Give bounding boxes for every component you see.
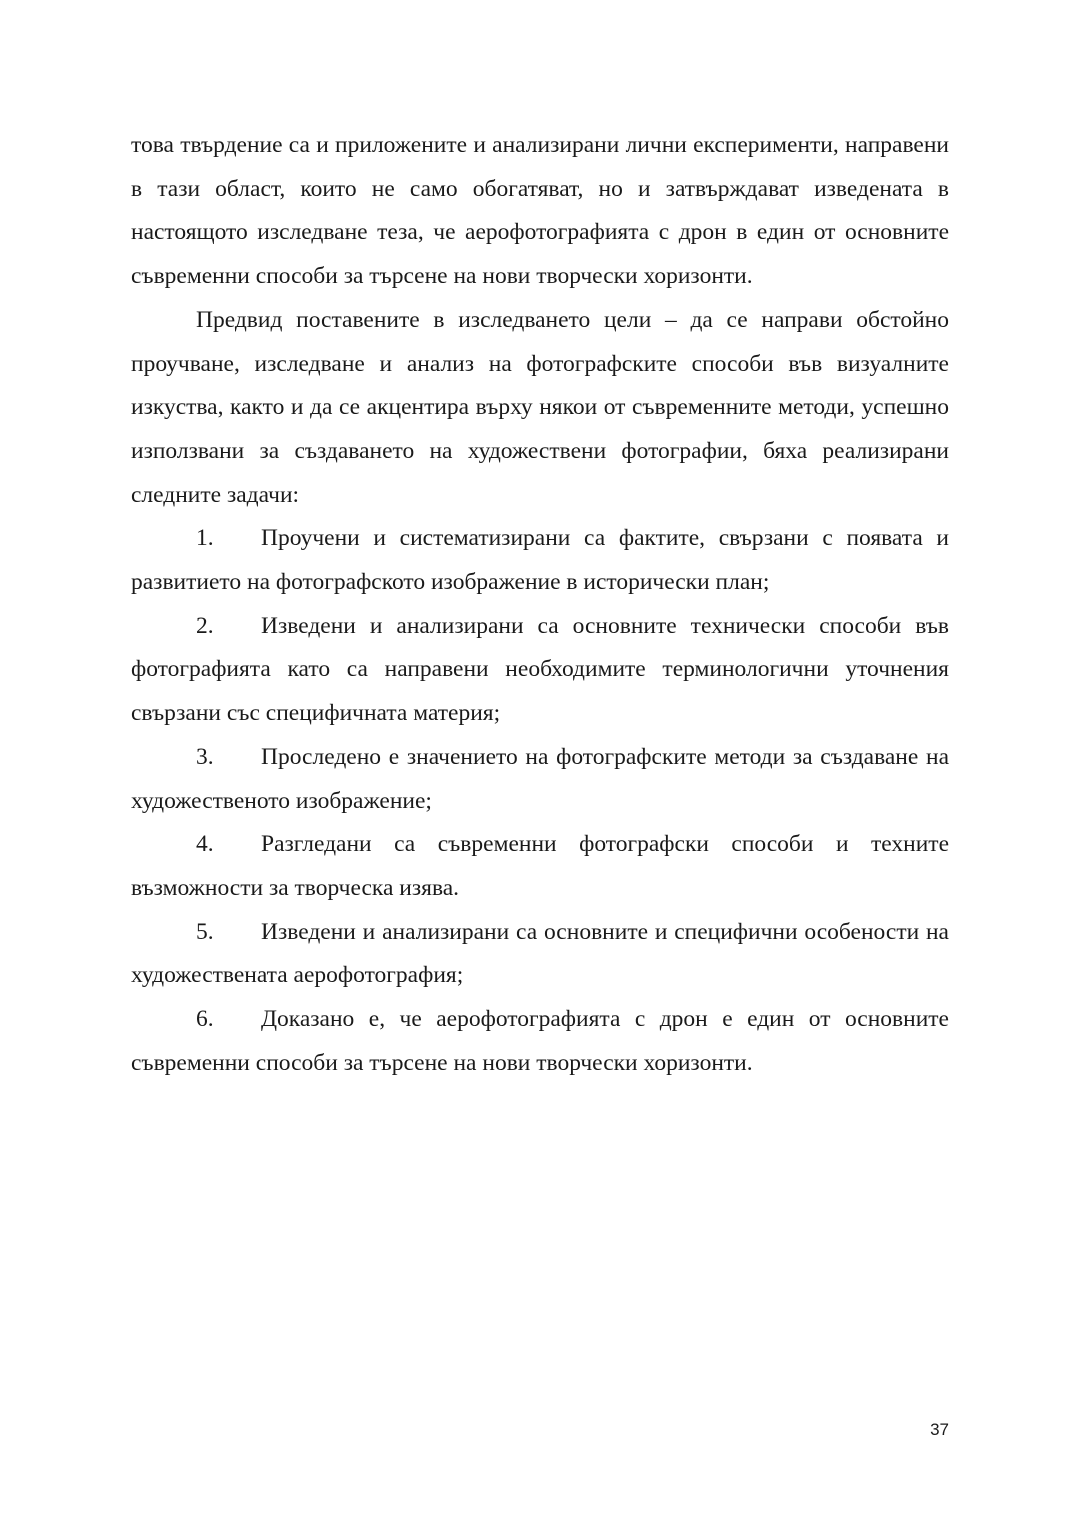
list-item-text: Проследено е значението на фотографските методи за създаване на художественото изображение; [131, 743, 949, 814]
paragraph-goals: Предвид поставените в изследването цели – да се направи обстойно проучване, изследване и анализ на фотографските способи във визуалните изкуства, както и да се акцентира върху някои от съвременните методи, успешно използвани за създаването на художествени фотографии, бяха реализирани следните задачи: [131, 306, 949, 508]
list-item-number: 1. [196, 525, 214, 552]
paragraph-continuation: това твърдение са и приложените и анализирани лични експерименти, направени в тази област, които не само обогатяват, но и затвърждават изведената в настоящото изследване теза, че аерофотографията с дрон в един от основните съвременни способи за търсене на нови творчески хоризонти. [131, 132, 949, 290]
list-item [131, 998, 949, 1085]
list-item [131, 517, 949, 604]
body-text [131, 124, 949, 1085]
list-item [131, 736, 949, 823]
list-item-text: Доказано е, че аерофотографията с дрон е един от основните съвременни способи за търсене на нови творчески хоризонти. [131, 1006, 949, 1076]
list-item-number: 3. [196, 743, 214, 770]
list-item-number: 5. [196, 918, 214, 945]
list-item-text: Разгледани са съвременни фотографски способи и техните възможности за творческа изява. [131, 831, 949, 901]
list-item [131, 823, 949, 910]
list-item-text: Изведени и анализирани са основните и специфични особености на художествената аерофотография; [131, 918, 949, 989]
list-item-text: Проучени и систематизирани са фактите, свързани с появата и развитието на фотографското изображение в исторически план; [131, 525, 949, 596]
list-item-number: 2. [196, 612, 214, 639]
list-item-text: Изведени и анализирани са основните технически способи във фотографията като са направени необходимите терминологични уточнения свързани със специфичната материя; [131, 612, 949, 727]
list-item [131, 605, 949, 736]
list-item-number: 6. [196, 1006, 214, 1033]
page-number: 37 [930, 1420, 949, 1439]
list-item [131, 911, 949, 998]
list-item-number: 4. [196, 831, 214, 858]
